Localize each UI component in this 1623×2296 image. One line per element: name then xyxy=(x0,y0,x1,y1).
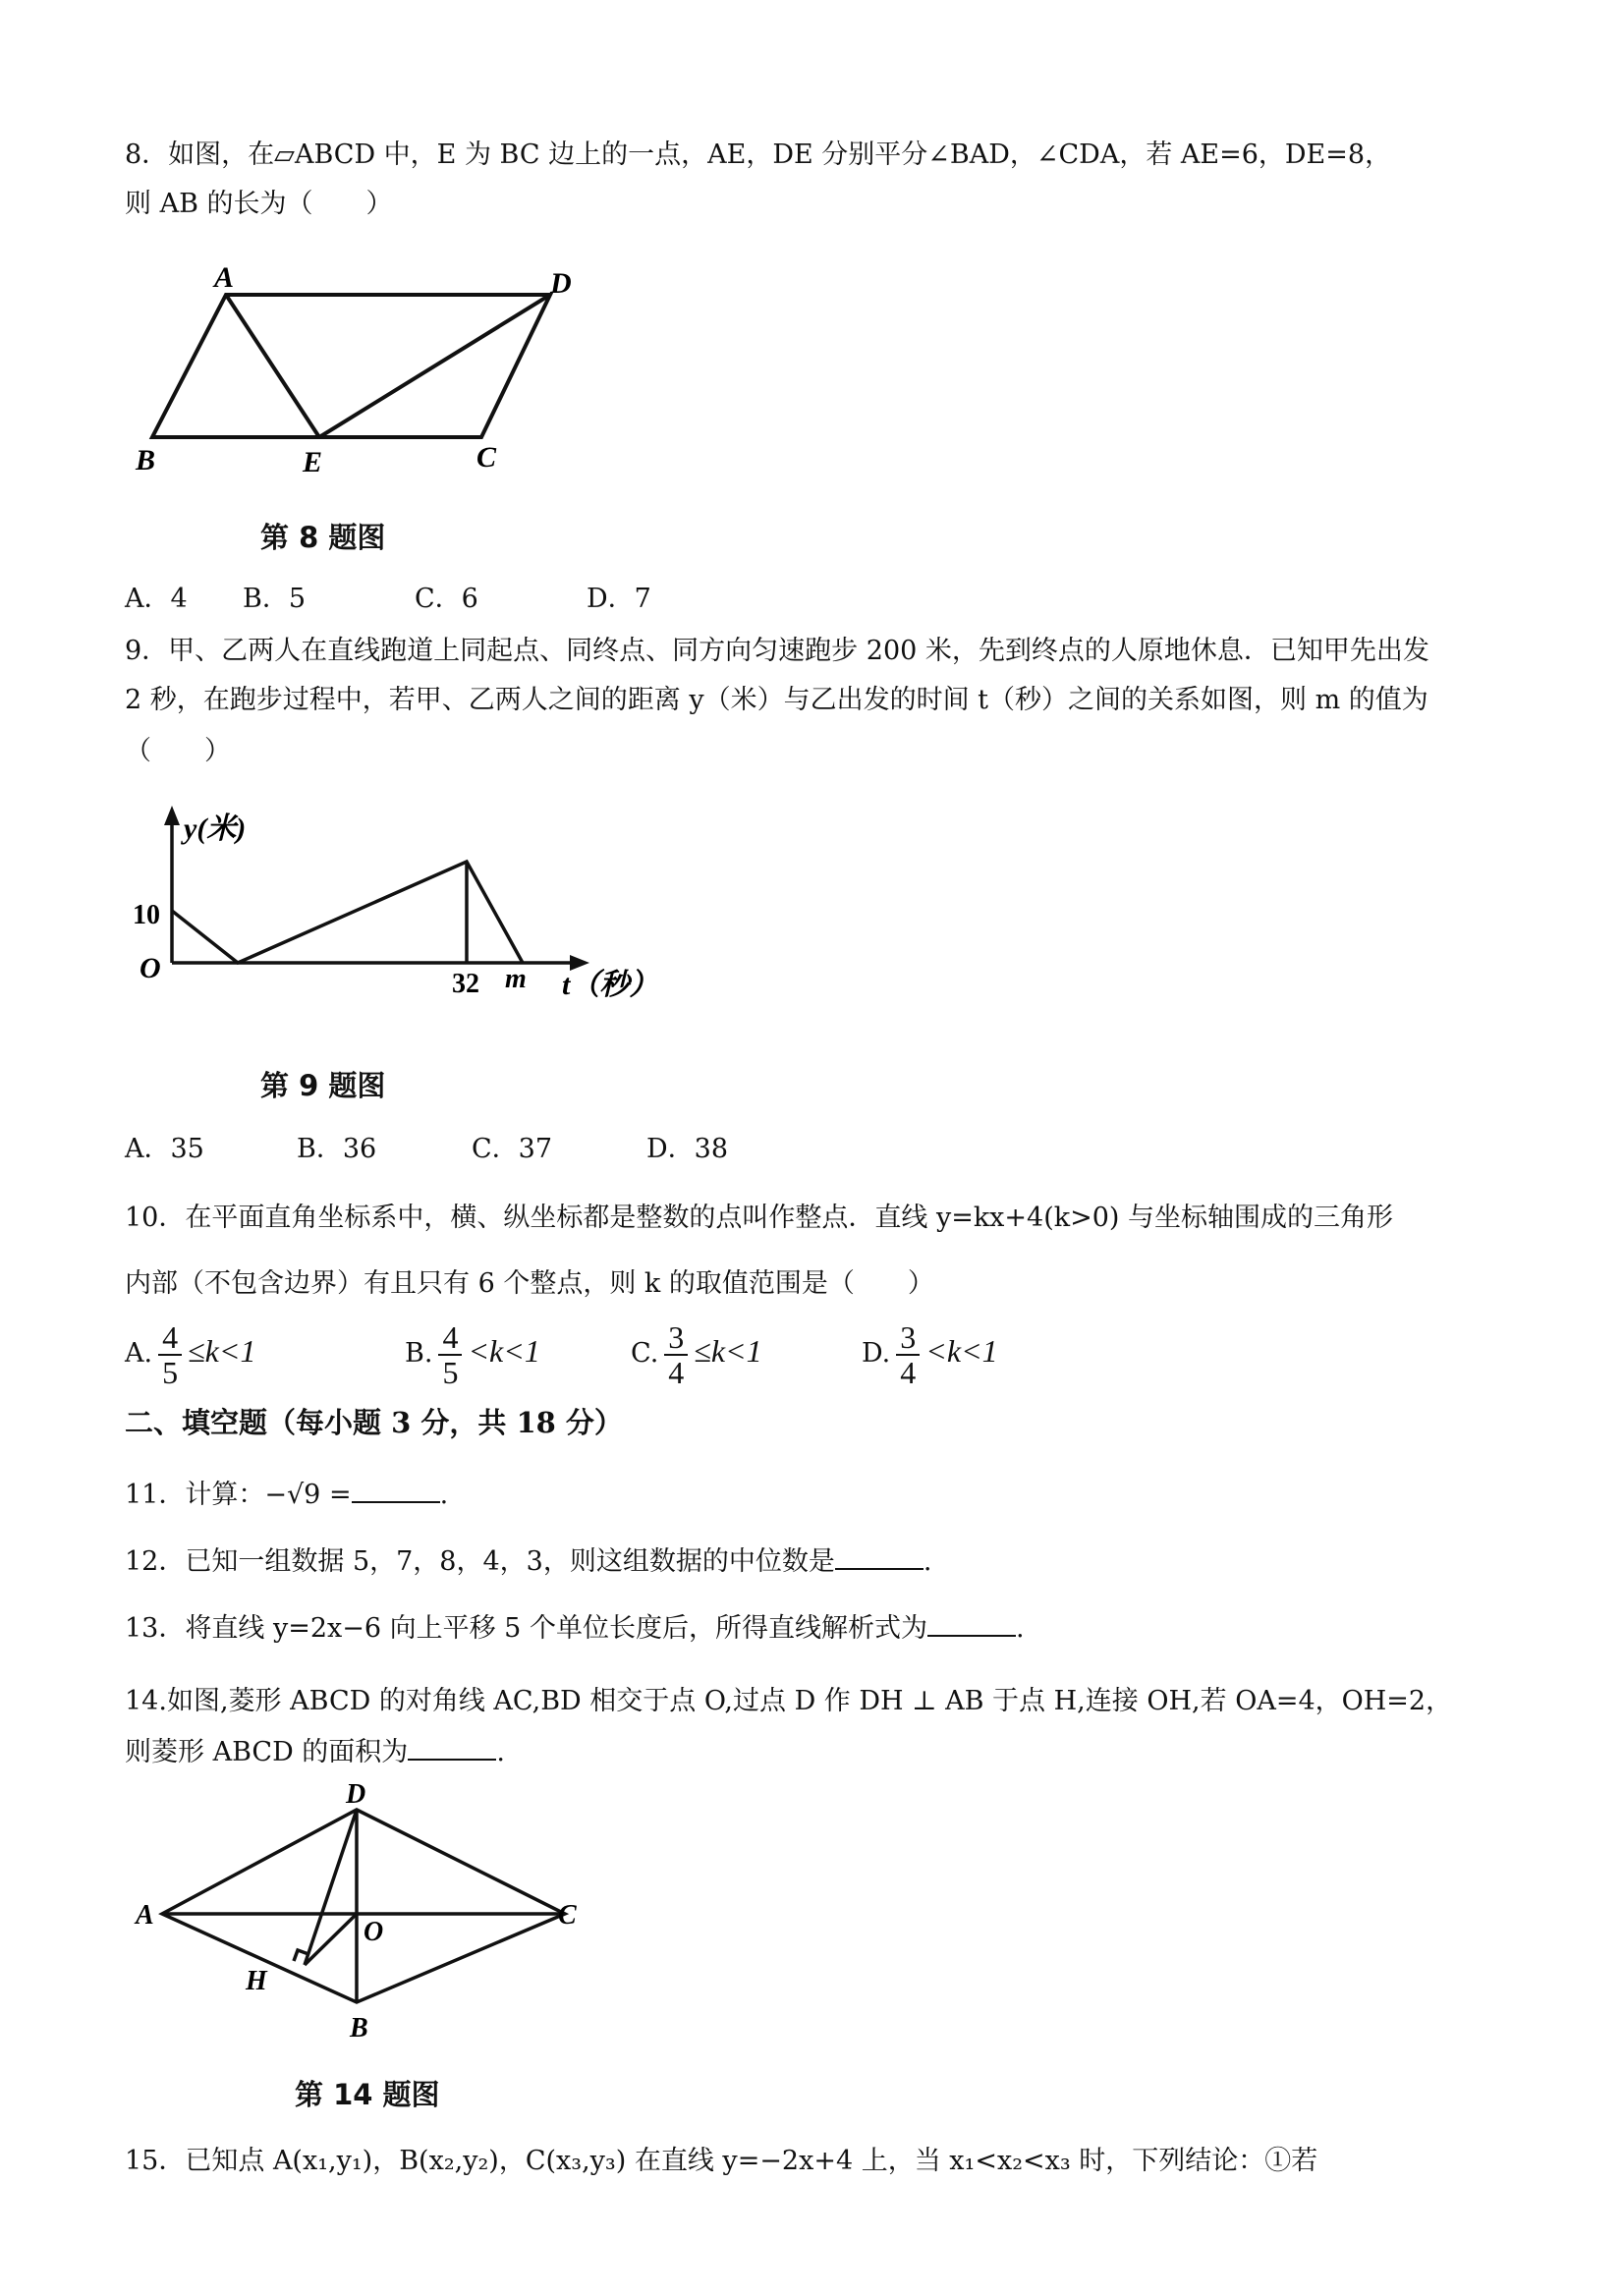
section-fill-blank-heading: 二、填空题（每小题 3 分，共 18 分） xyxy=(125,1406,623,1439)
q10-option-d[interactable]: D. $\frac{3}{4}$ <k<1 xyxy=(862,1318,998,1390)
q12-text: 12．已知一组数据 5，7，8，4，3，则这组数据的中位数是 xyxy=(125,1546,835,1577)
q14-answer-blank[interactable] xyxy=(408,1731,496,1761)
q14-stem-line1: 14.如图,菱形 ABCD 的对角线 AC,BD 相交于点 O,过点 D 作 DH ⊥ AB 于点 H,连接 OH,若 OA=4，OH=2， xyxy=(125,1686,1453,1716)
q14-caption: 第 14 题图 xyxy=(295,2078,440,2111)
q10-stem-line2: 内部（不包含边界）有且只有 6 个整点，则 k 的取值范围是（ ） xyxy=(125,1268,934,1299)
q14-label-d: D xyxy=(346,1779,366,1810)
q8-options xyxy=(125,580,651,619)
q10-options xyxy=(125,1316,998,1389)
q9-stem-line1: 9．甲、乙两人在直线跑道上同起点、同终点、同方向匀速跑步 200 米，先到终点的人原地休息．已知甲先出发 xyxy=(125,636,1429,666)
q8-label-d: D xyxy=(550,267,572,300)
q11-text: 11．计算：−√9 = xyxy=(125,1480,352,1510)
q14-label-c: C xyxy=(558,1900,577,1931)
q9-x-tick-32: 32 xyxy=(452,969,479,999)
q13-text: 13．将直线 y=2x−6 向上平移 5 个单位长度后，所得直线解析式为 xyxy=(125,1613,927,1644)
q9-x-tick-m: m xyxy=(505,964,527,994)
q13: 13．将直线 y=2x−6 向上平移 5 个单位长度后，所得直线解析式为 . xyxy=(125,1607,1025,1649)
q12-answer-blank[interactable] xyxy=(835,1540,923,1570)
q11: 11．计算：−√9 = . xyxy=(125,1474,448,1515)
q8-option-b[interactable]: B．5 xyxy=(243,584,307,614)
q14-stem-line2: 则菱形 ABCD 的面积为 . xyxy=(125,1731,505,1772)
q8-option-a[interactable]: A．4 xyxy=(125,584,188,614)
q10-option-b[interactable]: B. $\frac{4}{5}$ <k<1 xyxy=(405,1318,540,1390)
q8-caption: 第 8 题图 xyxy=(260,521,386,554)
q8-stem-line1: 8．如图，在▱ABCD 中，E 为 BC 边上的一点，AE，DE 分别平分∠BAD，∠CDA，若 AE=6，DE=8， xyxy=(125,140,1392,170)
q9-y-tick-10: 10 xyxy=(133,900,160,930)
q8-label-c: C xyxy=(476,441,497,474)
q8-stem-line2: 则 AB 的长为（ ） xyxy=(125,189,393,219)
q9-stem-line2: 2 秒，在跑步过程中，若甲、乙两人之间的距离 y（米）与乙出发的时间 t（秒）之间的关系如图，则 m 的值为 xyxy=(125,685,1428,715)
q9-stem-line3: （ ） xyxy=(125,736,231,766)
q9-origin-label: O xyxy=(140,952,161,984)
q11-answer-blank[interactable] xyxy=(352,1474,440,1503)
q9-option-b[interactable]: B．36 xyxy=(297,1134,377,1164)
q14-label-b: B xyxy=(350,2013,368,2044)
q9-x-axis-label: t（秒） xyxy=(562,969,659,1001)
q14-rhombus-figure xyxy=(118,1773,609,2048)
q8-option-c[interactable]: C．6 xyxy=(415,584,478,614)
q13-answer-blank[interactable] xyxy=(927,1607,1016,1637)
q10-option-a[interactable]: A. $\frac{4}{5}$ ≤k<1 xyxy=(125,1318,256,1390)
q8-label-e: E xyxy=(303,446,323,478)
q8-label-b: B xyxy=(136,444,156,476)
q14-label-h: H xyxy=(246,1966,267,1996)
q9-caption: 第 9 题图 xyxy=(260,1069,386,1102)
q9-y-axis-label: y(米) xyxy=(184,812,247,845)
q8-parallelogram-figure xyxy=(118,251,609,486)
q8-label-a: A xyxy=(214,261,235,294)
q9-option-d[interactable]: D．38 xyxy=(646,1134,729,1164)
q12: 12．已知一组数据 5，7，8，4，3，则这组数据的中位数是 . xyxy=(125,1540,931,1582)
q8-option-d[interactable]: D．7 xyxy=(587,584,651,614)
q14-label-o: O xyxy=(364,1917,384,1947)
q10-option-c[interactable]: C. $\frac{3}{4}$ ≤k<1 xyxy=(631,1318,762,1390)
q15-stem-line1: 15．已知点 A(x₁,y₁)，B(x₂,y₂)，C(x₃,y₃) 在直线 y=−2x+4 上，当 x₁<x₂<x₃ 时，下列结论：①若 xyxy=(125,2146,1318,2176)
q9-option-a[interactable]: A．35 xyxy=(125,1134,204,1164)
q9-option-c[interactable]: C．37 xyxy=(472,1134,553,1164)
q9-options xyxy=(125,1130,728,1169)
q9-distance-time-graph xyxy=(118,801,688,1017)
q14-label-a: A xyxy=(136,1900,154,1931)
q10-stem-line1: 10．在平面直角坐标系中，横、纵坐标都是整数的点叫作整点．直线 y=kx+4(k>0) 与坐标轴围成的三角形 xyxy=(125,1203,1394,1233)
